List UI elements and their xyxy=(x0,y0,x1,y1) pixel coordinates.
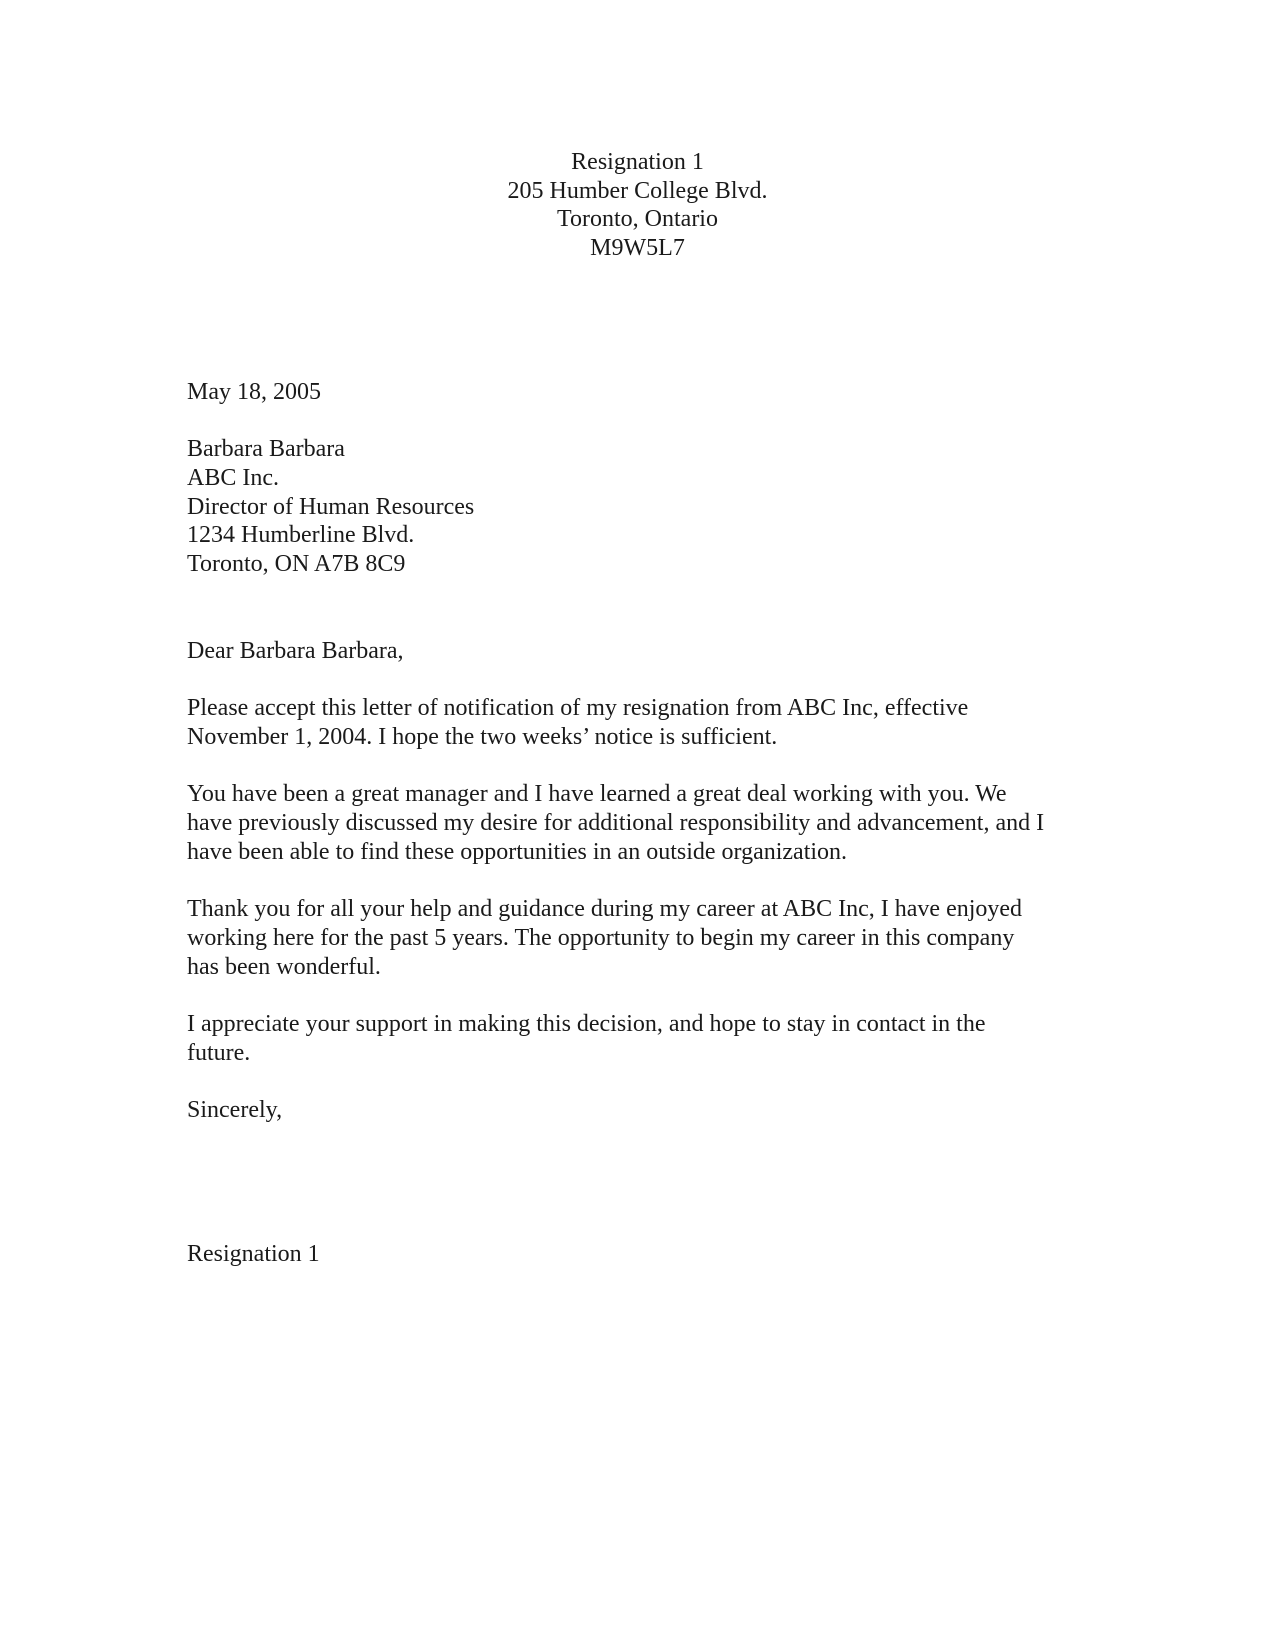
recipient-title: Director of Human Resources xyxy=(187,493,475,520)
sender-name: Resignation 1 xyxy=(571,149,704,175)
sender-street: 205 Humber College Blvd. xyxy=(507,177,768,204)
recipient-company: ABC Inc. xyxy=(187,464,279,491)
paragraph-line: Please accept this letter of notification of my resignation from ABC Inc, effective xyxy=(187,695,969,721)
closing xyxy=(187,1096,1107,1125)
salutation xyxy=(187,637,1107,666)
sender-city: Toronto, Ontario xyxy=(557,206,718,233)
paragraph-line: November 1, 2004. I hope the two weeks’ notice is sufficient. xyxy=(187,723,778,750)
paragraph-line: Thank you for all your help and guidance during my career at ABC Inc, I have enjoyed xyxy=(187,896,1023,922)
recipient-name: Barbara Barbara xyxy=(187,436,345,462)
recipient-city: Toronto, ON A7B 8C9 xyxy=(187,551,406,578)
paragraph-line: I appreciate your support in making this decision, and hope to stay in contact in the xyxy=(187,1011,986,1037)
paragraph-line: working here for the past 5 years. The opportunity to begin my career in this company xyxy=(187,924,1015,951)
closing-text: Sincerely, xyxy=(187,1097,283,1123)
recipient-address-block xyxy=(187,435,1107,579)
body-paragraph-3 xyxy=(187,895,1107,981)
body-paragraph-1 xyxy=(187,694,1107,752)
letter-date xyxy=(187,378,1107,407)
recipient-street: 1234 Humberline Blvd. xyxy=(187,522,415,549)
body-paragraph-4 xyxy=(187,1010,1107,1068)
sender-address-block xyxy=(0,148,1275,262)
sender-postal-code: M9W5L7 xyxy=(590,234,685,261)
paragraph-line: future. xyxy=(187,1039,251,1066)
signature-name: Resignation 1 xyxy=(187,1241,320,1267)
paragraph-line: have been able to find these opportunities in an outside organization. xyxy=(187,838,848,865)
paragraph-line: You have been a great manager and I have learned a great deal working with you. We xyxy=(187,781,1007,807)
salutation-text: Dear Barbara Barbara, xyxy=(187,638,404,664)
signature xyxy=(187,1240,1107,1269)
body-paragraph-2 xyxy=(187,780,1107,866)
paragraph-line: has been wonderful. xyxy=(187,953,381,980)
paragraph-line: have previously discussed my desire for additional responsibility and advancement, and I xyxy=(187,809,1045,836)
date-text: May 18, 2005 xyxy=(187,379,321,405)
